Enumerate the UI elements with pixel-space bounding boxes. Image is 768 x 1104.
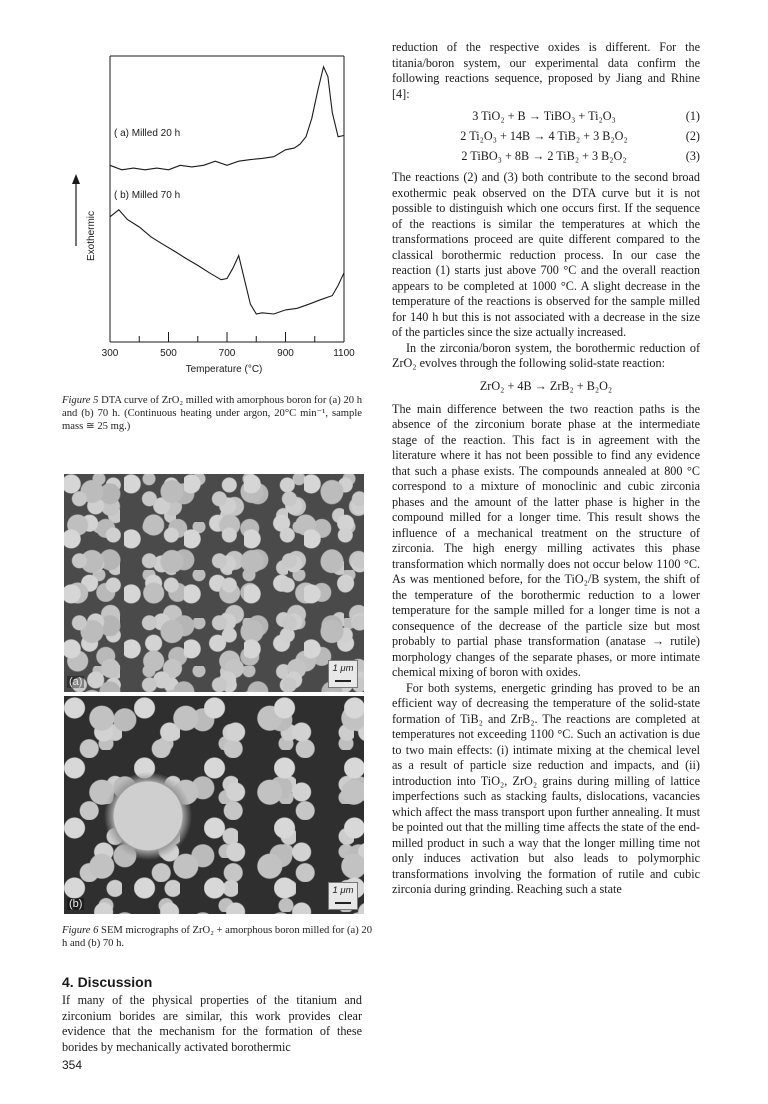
equation-3 (392, 146, 700, 166)
scale-bar-b (328, 882, 358, 910)
scale-bar-label-a: 1 μm (332, 663, 354, 674)
equation-block (392, 106, 700, 166)
equation-4: ZrO₂ + 4B → ZrB₂ + B₂O₂ (479, 378, 613, 393)
paragraph-zirconia-intro: In the zirconia/boron system, the borothermic reduction of ZrO₂ evolves through the following solid-state reaction: (392, 340, 700, 370)
equation-2-number: (2) (685, 129, 700, 143)
left-column-text (62, 993, 362, 1055)
exothermic-arrow-head (72, 174, 80, 184)
page-number: 354 (62, 1058, 83, 1072)
figure-5-caption (62, 394, 362, 433)
chart-ticks (102, 332, 356, 359)
figure-5-caption-text: DTA curve of ZrO₂ milled with amorphous boron for (a) 20 h and (b) 70 h. (Continuous heating under argon, 20°C min⁻¹, sample mass ≅ 25 mg.) (62, 395, 362, 432)
scale-bar-a (328, 660, 358, 688)
series-label-b: ( b) Milled 70 h (114, 190, 181, 201)
figure-5-caption-label: Figure 5 (62, 395, 99, 406)
paragraph-reaction-differences: The main difference between the two reaction paths is the absence of the zirconium borate phase at the intermediate stage of the reaction. This fact is in agreement with the literature where it has not been possible to find any evidence that such a phase exists. The compounds annealed at 800 °C correspond to a mixture of monoclinic and cubic zirconia phases and the amount of the latter phase is higher in the compound milled for a longer time. This result shows the influence of a mechanical treatment on the structure of zirconia. The high energy milling activates this phase transformation which normally does not occur below 1100 °C. As was mentioned before, for the TiO₂/B system, the shift of the temperature of the borothermic reduction to a lower temperature for the sample milled for a longer time is not a consequence of the decrease of the particle size but most probably to partial phase transformation (anatase → rutile) morphology changes of the separate phases, or more intimate chemical mixing of boron with oxides. (392, 401, 700, 679)
panel-label-a: (a) (69, 676, 83, 688)
sem-micrograph-a (64, 474, 364, 692)
y-axis-label: Exothermic (86, 210, 97, 261)
sem-micrograph-b (64, 696, 364, 914)
x-tick-label-1100: 1100 (333, 348, 355, 359)
discussion-paragraph-1: If many of the physical properties of the titanium and zirconium borides are similar, this work provides clear evidence that the mechanism for the formation of these borides by mechanically activated borothermic (62, 993, 362, 1054)
paragraph-reactions-discussion: The reactions (2) and (3) both contribute to the second broad exothermic peak observed on the DTA curve but it is not possible to distinguish which one occurs first. If the sequence of the reactions is similar the temperatures at which the transformations proceed are quite different compared to the classical borothermic reduction process. In our case the reaction (1) starts just above 700 °C and the overall reaction appears to be completed at 1000 °C. A slight decrease in the temperature of the reactions is observed for the sample milled for 140 h but this is not associated with a decrease in the size of the particles since the size actually increased. (392, 170, 700, 339)
figure-6-caption-label: Figure 6 (62, 925, 99, 936)
series-label-a: ( a) Milled 20 h (114, 128, 181, 139)
x-tick-label-900: 900 (277, 348, 294, 359)
series-line-b (110, 210, 344, 314)
equation-3-expression: 2 TiBO₃ + 8B → 2 TiB₂ + 3 B₂O₂ (461, 149, 627, 163)
equation-1-expression: 3 TiO₂ + B → TiBO₃ + Ti₂O₃ (472, 109, 616, 123)
section-heading: 4. Discussion (62, 974, 153, 990)
chart-axes (72, 56, 344, 342)
x-axis-label: Temperature (°C) (185, 364, 263, 375)
x-tick-label-300: 300 (101, 348, 119, 359)
paragraph-energetic-grinding: For both systems, energetic grinding has proved to be an efficient way of decreasing the temperature of the solid-state formation of TiB₂ and ZrB₂. The reactions are completed at temperatures not exceeding 1100 °C. Such an activation is due to two main effects: (i) intimate mixing at the chemical level as a result of particle size reduction and impacts, and (ii) introduction into TiO₂, ZrO₂ grains during milling of lattice imperfections such as stacking faults, dislocations, vacancies which affect the mass transport upon further annealing. It must be pointed out that the milling time affects the state of the end-milled product in such a way that the longer milling time not only induces activation but also leads to polymorphic transformations involving the formation of rutile and cubic zirconia during grinding. Reaching such a state (392, 680, 700, 896)
equation-2-expression: 2 Ti₂O₃ + 14B → 4 TiB₂ + 3 B₂O₂ (460, 129, 628, 143)
panel-label-b: (b) (69, 898, 83, 910)
dta-chart-svg (62, 46, 362, 382)
series-line-a (110, 67, 344, 170)
equation-2 (392, 126, 700, 146)
figure-6-caption (62, 924, 372, 950)
x-tick-label-700: 700 (218, 348, 236, 359)
right-column (392, 40, 700, 898)
paragraph-reactions-intro: reduction of the respective oxides is different. For the titania/boron system, our experimental data confirm the following reactions sequence, proposed by Jiang and Rhine [4]: (392, 40, 700, 101)
equation-1 (392, 106, 700, 126)
equation-3-number: (3) (685, 149, 700, 163)
x-tick-label-500: 500 (160, 348, 177, 359)
figure-6-caption-text: SEM micrographs of ZrO₂ + amorphous boron milled for (a) 20 h and (b) 70 h. (62, 925, 372, 949)
figure-5-dta-chart (62, 46, 362, 382)
equation-1-number: (1) (685, 109, 700, 123)
scale-bar-label-b: 1 μm (332, 885, 354, 896)
